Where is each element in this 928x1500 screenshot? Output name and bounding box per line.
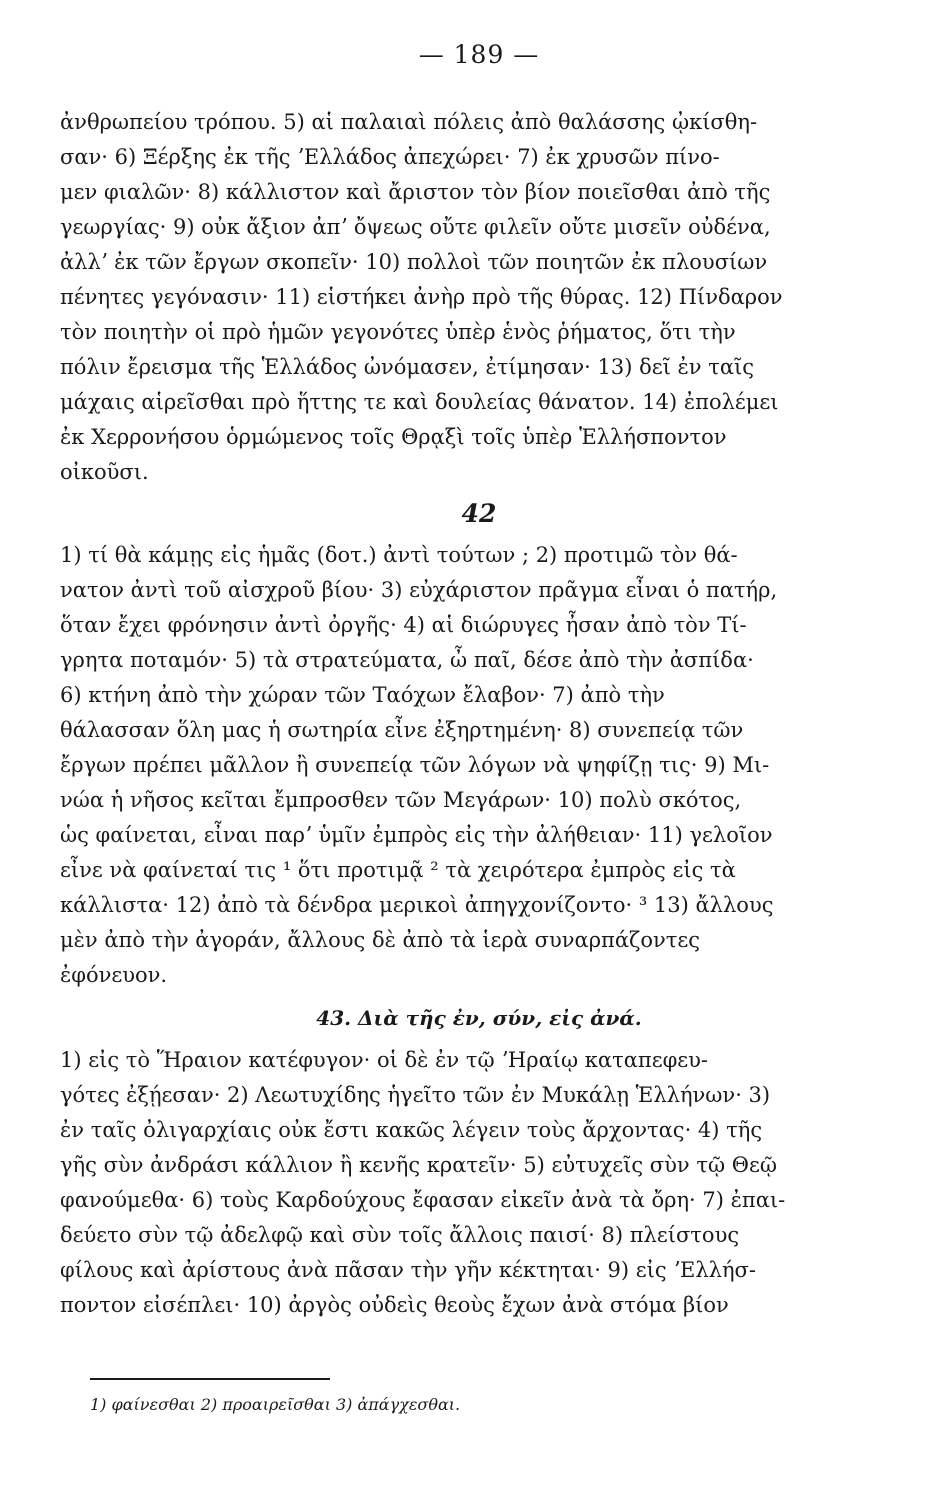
text-line: γρητα ποταμόν· 5) τὰ στρατεύματα, ὦ παῖ, δέσε ἀπὸ τὴν ἀσπίδα·: [60, 648, 754, 672]
text-line: ἐν ταῖς ὀλιγαρχίαις οὐκ ἔστι κακῶς λέγειν τοὺς ἄρχοντας· 4) τῆς: [60, 1118, 763, 1142]
text-line: ἀνθρωπείου τρόπου. 5) αἱ παλαιαὶ πόλεις ἀπὸ θαλάσσης ᾠκίσθη-: [60, 110, 758, 134]
text-line: ὅταν ἔχει φρόνησιν ἀντὶ ὀργῆς· 4) αἱ διώρυγες ἦσαν ἀπὸ τὸν Τί-: [60, 613, 747, 637]
text-line: τὸν ποιητὴν οἱ πρὸ ἡμῶν γεγονότες ὑπὲρ ἑνὸς ῥήματος, ὅτι τὴν: [60, 320, 736, 344]
text-line: μάχαις αἱρεῖσθαι πρὸ ἥττης τε καὶ δουλείας θάνατον. 14) ἐπολέμει: [60, 390, 779, 414]
section-42-heading: 42: [461, 499, 497, 528]
text-line: οἰκοῦσι.: [60, 460, 149, 484]
text-line: θάλασσαν ὅλη μας ἡ σωτηρία εἶνε ἐξηρτημένη· 8) συνεπείᾳ τῶν: [60, 718, 744, 742]
text-line: γῆς σὺν ἀνδράσι κάλλιον ἢ κενῆς κρατεῖν· 5) εὐτυχεῖς σὺν τῷ Θεῷ: [60, 1153, 777, 1177]
section-43-paragraph: [60, 1043, 898, 1323]
text-line: μὲν ἀπὸ τὴν ἀγοράν, ἄλλους δὲ ἀπὸ τὰ ἱερὰ συναρπάζοντες: [60, 928, 701, 952]
text-line: μεν φιαλῶν· 8) κάλλιστον καὶ ἄριστον τὸν βίον ποιεῖσθαι ἀπὸ τῆς: [60, 180, 771, 204]
text-line: 6) κτήνη ἀπὸ τὴν χώραν τῶν Ταόχων ἔλαβον· 7) ἀπὸ τὴν: [60, 683, 665, 707]
text-line: ἀλλʼ ἐκ τῶν ἔργων σκοπεῖν· 10) πολλοὶ τῶν ποιητῶν ἐκ πλουσίων: [60, 250, 768, 274]
text-line: νώα ἡ νῆσος κεῖται ἔμπροσθεν τῶν Μεγάρων· 10) πολὺ σκότος,: [60, 788, 742, 812]
text-line: ὡς φαίνεται, εἶναι παρʼ ὑμῖν ἐμπρὸς εἰς τὴν ἀλήθειαν· 11) γελοῖον: [60, 823, 773, 847]
text-line: φίλους καὶ ἀρίστους ἀνὰ πᾶσαν τὴν γῆν κέκτηται· 9) εἰς ʼΕλλήσ-: [60, 1258, 756, 1282]
text-line: φανούμεθα· 6) τοὺς Καρδούχους ἔφασαν εἰκεῖν ἀνὰ τὰ ὄρη· 7) ἐπαι-: [60, 1188, 786, 1212]
text-line: κάλλιστα· 12) ἀπὸ τὰ δένδρα μερικοὶ ἀπηγχονίζοντο· ³ 13) ἄλλους: [60, 893, 774, 917]
text-line: ἔργων πρέπει μᾶλλον ἢ συνεπείᾳ τῶν λόγων νὰ ψηφίζῃ τις· 9) Μι-: [60, 753, 770, 777]
text-line: νατον ἀντὶ τοῦ αἰσχροῦ βίου· 3) εὐχάριστον πρᾶγμα εἶναι ὁ πατήρ,: [60, 578, 778, 602]
text-line: σαν· 6) Ξέρξης ἐκ τῆς ʼΕλλάδος ἀπεχώρει· 7) ἐκ χρυσῶν πίνο-: [60, 145, 720, 169]
text-line: δεύετο σὺν τῷ ἀδελφῷ καὶ σὺν τοῖς ἄλλοις παισί· 8) πλείστους: [60, 1223, 740, 1247]
text-line: εἶνε νὰ φαίνεταί τις ¹ ὅτι προτιμᾷ ² τὰ χειρότερα ἐμπρὸς εἰς τὰ: [60, 858, 736, 882]
top-paragraph: [60, 105, 898, 490]
text-line: γεωργίας· 9) οὐκ ἄξιον ἀπʼ ὄψεως οὔτε φιλεῖν οὔτε μισεῖν οὐδένα,: [60, 215, 771, 239]
section-43-heading: 43. Διὰ τῆς ἐν, σύν, εἰς ἀνά.: [316, 1006, 642, 1030]
text-line: ἐφόνευον.: [60, 963, 168, 987]
section-42-paragraph: [60, 538, 898, 993]
text-line: πόλιν ἔρεισμα τῆς Ἑλλάδος ὠνόμασεν, ἐτίμησαν· 13) δεῖ ἐν ταῖς: [60, 355, 755, 379]
text-line: πένητες γεγόνασιν· 11) εἱστήκει ἀνὴρ πρὸ τῆς θύρας. 12) Πίνδαρον: [60, 285, 783, 309]
footnote-divider: [90, 1378, 330, 1380]
text-line: 1) τί θὰ κάμῃς εἰς ἡμᾶς (δοτ.) ἀντὶ τούτων ; 2) προτιμῶ τὸν θά-: [60, 543, 738, 567]
page-number: — 189 —: [418, 40, 540, 69]
text-line: γότες ἐξῄεσαν· 2) Λεωτυχίδης ἡγεῖτο τῶν ἐν Μυκάλῃ Ἑλλήνων· 3): [60, 1083, 771, 1107]
footnote: 1) φαίνεσθαι 2) προαιρεῖσθαι 3) ἀπάγχεσθαι.: [90, 1395, 461, 1414]
text-line: ποντον εἰσέπλει· 10) ἀργὸς οὐδεὶς θεοὺς ἔχων ἀνὰ στόμα βίον: [60, 1293, 729, 1317]
text-line: 1) εἰς τὸ Ἥραιον κατέφυγον· οἱ δὲ ἐν τῷ ʼΗραίῳ καταπεφευ-: [60, 1048, 709, 1072]
text-line: ἐκ Χερρονήσου ὁρμώμενος τοῖς Θρᾳξὶ τοῖς ὑπὲρ Ἑλλήσποντον: [60, 425, 727, 449]
